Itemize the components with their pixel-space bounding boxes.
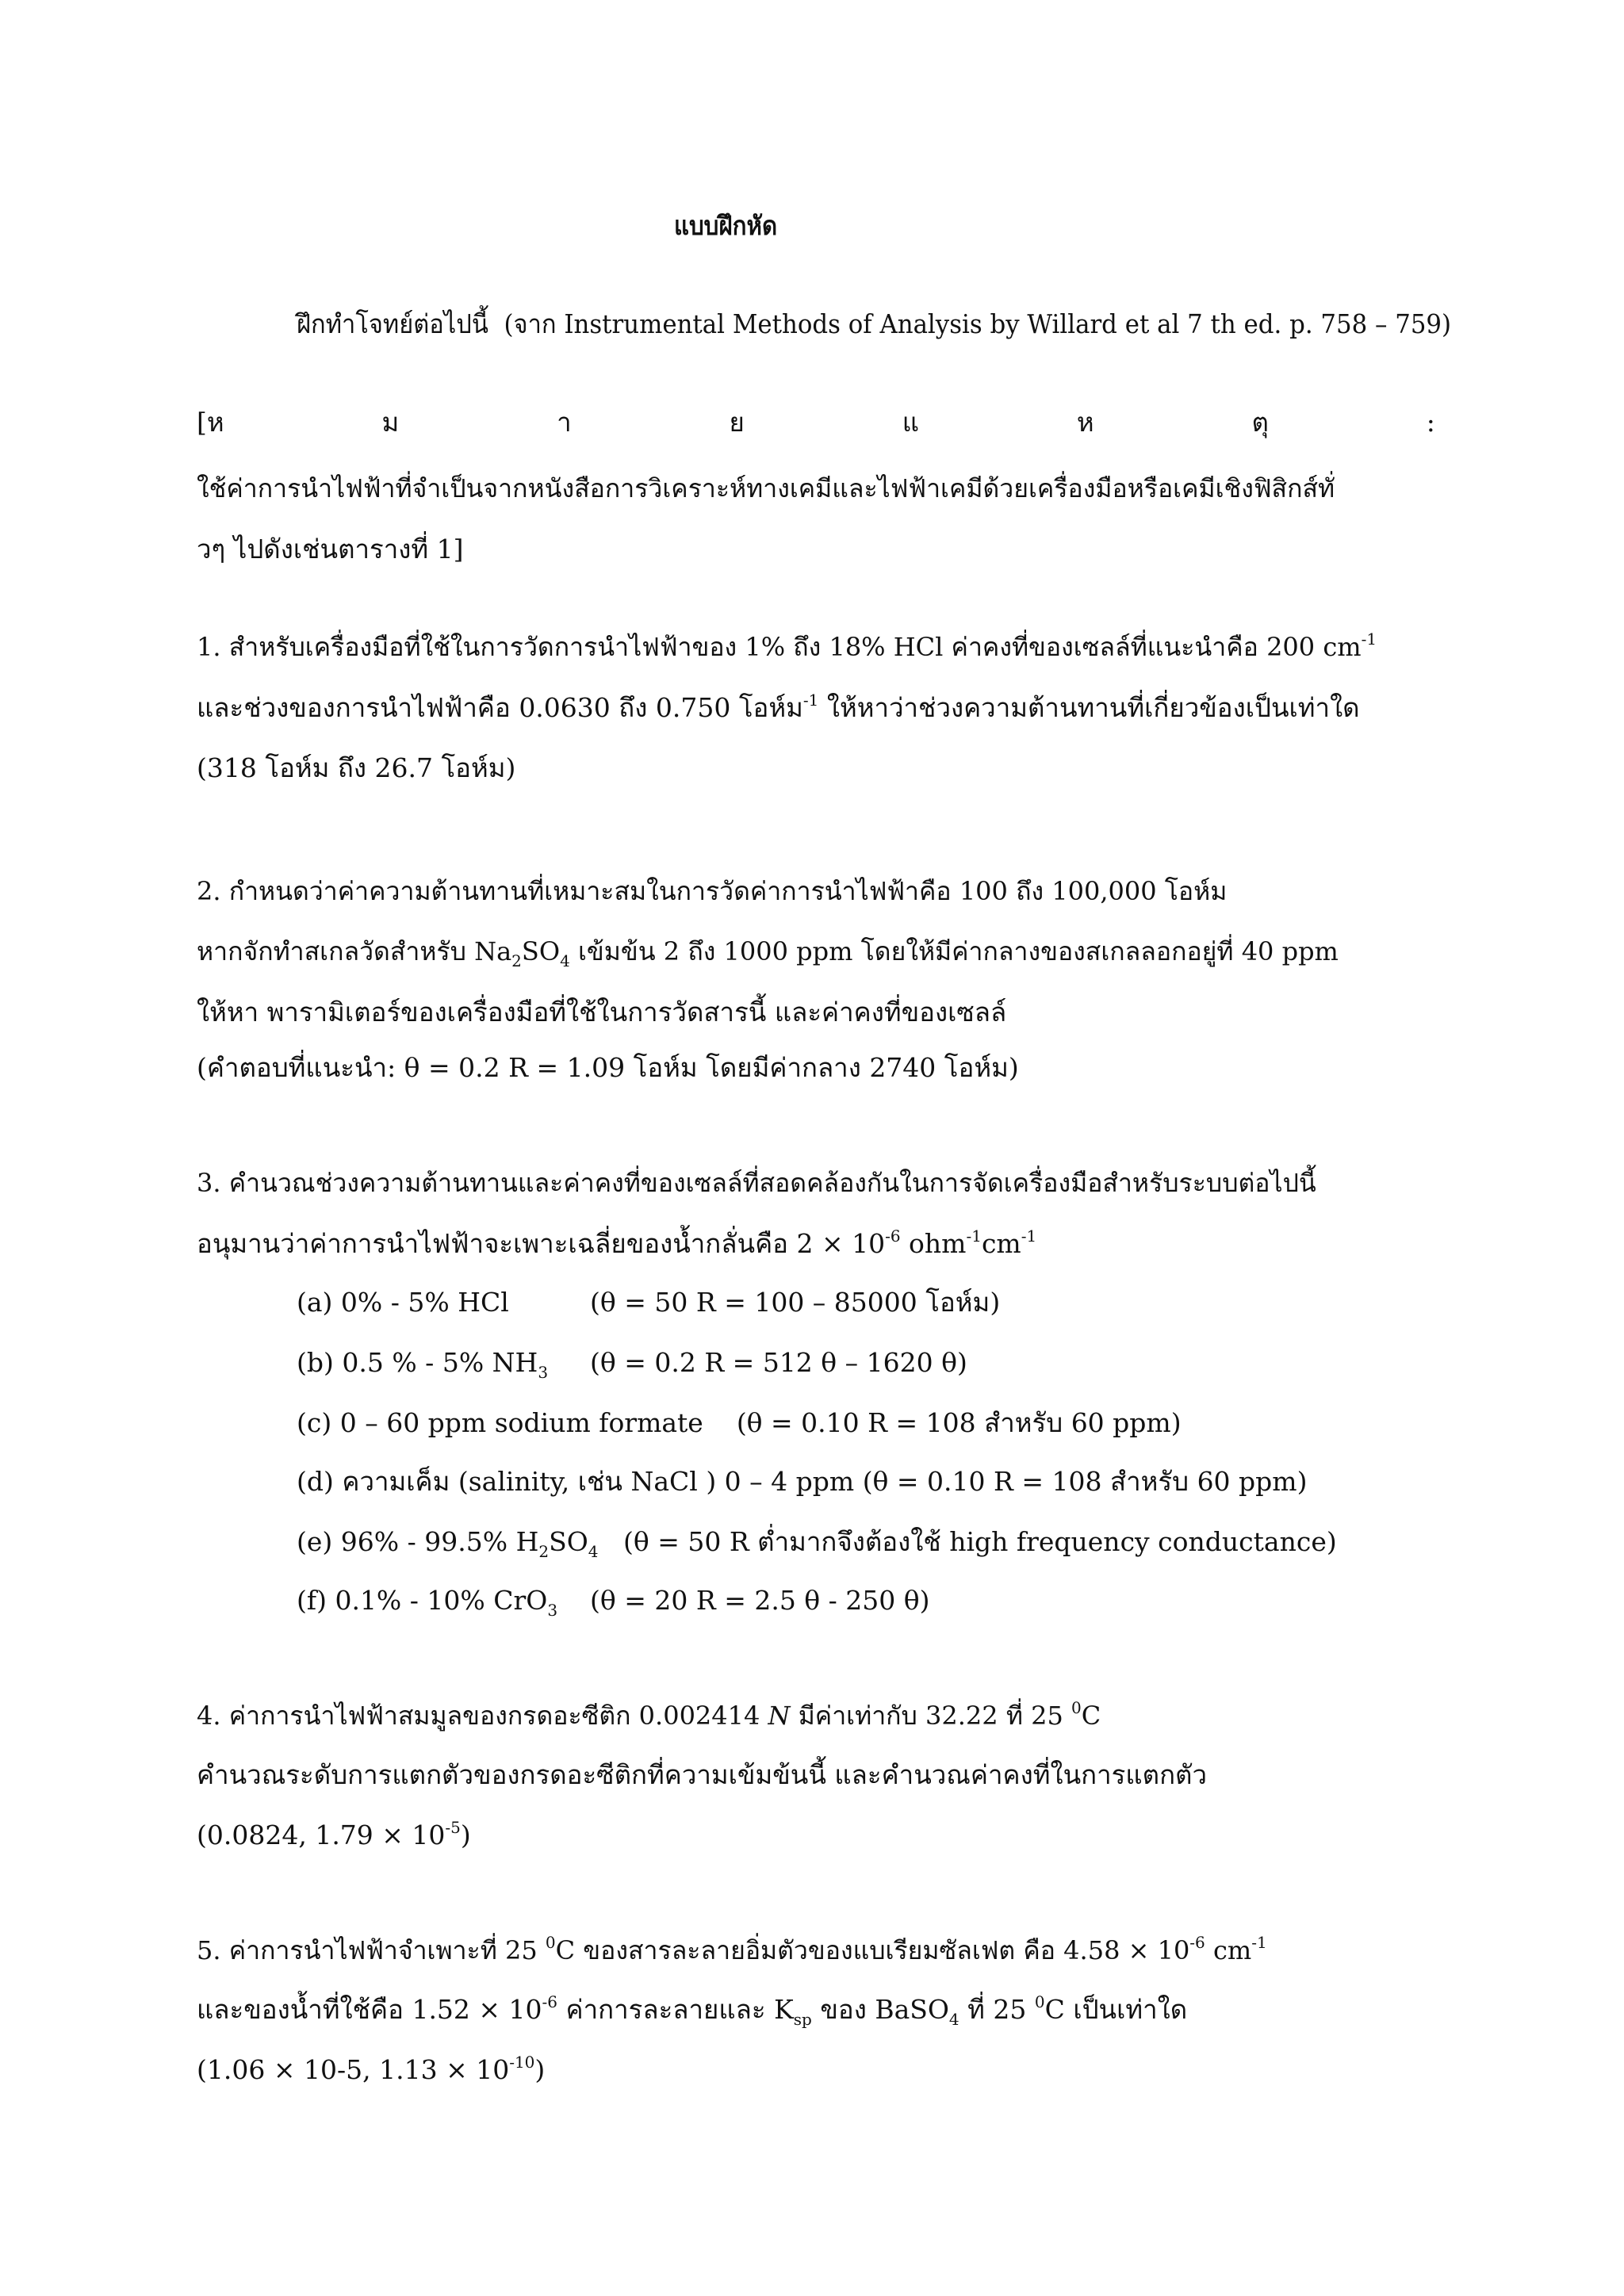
- note-char: ห: [1076, 407, 1094, 438]
- note-char: ม: [381, 407, 400, 438]
- q3-item-label: (a) 0% - 5% HCl: [297, 1287, 509, 1318]
- q3-item-label: (c) 0 – 60 ppm sodium formate: [297, 1407, 703, 1438]
- q3-item-b: [297, 1347, 549, 1382]
- q4-text: ): [460, 1820, 471, 1850]
- q2-text: หากจักทำสเกลวัดสำหรับ Na: [197, 936, 512, 966]
- q5-line-1: [197, 1933, 1267, 1965]
- q5-sup: -10: [509, 2053, 535, 2072]
- q2-answer: (คำตอบที่แนะนำ: θ = 0.2 R = 1.09 โอห์ม โดยมีค่ากลาง 2740 โอห์ม): [197, 1052, 1019, 1083]
- q3-item-sub: 3: [547, 1601, 558, 1620]
- q3-item-label: (e) 96% - 99.5% H: [297, 1526, 539, 1557]
- intro-lead: ฝึกทำโจทย์ต่อไปนี้: [297, 308, 488, 339]
- q3-item-label: (d) ความเค็ม (salinity, เช่น NaCl ) 0 – 4 ppm: [297, 1466, 855, 1497]
- q4-text: มีค่าเท่ากับ 32.22 ที่ 25: [790, 1701, 1071, 1731]
- q2-text: SO: [521, 936, 561, 966]
- q5-sup: 0: [545, 1933, 556, 1952]
- page-title: แบบฝึกหัด: [673, 210, 778, 241]
- q5-text: 5. ค่าการนำไฟฟ้าจำเพาะที่ 25: [197, 1935, 546, 1965]
- q5-text: ค่าการละลายและ K: [557, 1994, 794, 2025]
- q3-line-2: [197, 1226, 1037, 1259]
- q3-item-f: [297, 1585, 558, 1620]
- note-line-2: ใช้ค่าการนำไฟฟ้าที่จำเป็นจากหนังสือการวิเคราะห์ทางเคมีและไฟฟ้าเคมีด้วยเครื่องมือหรือเคมีเชิงฟิสิกส์ทั่: [197, 473, 1335, 503]
- q3-item-answer: (θ = 0.10 R = 108 สำหรับ 60 ppm): [862, 1466, 1308, 1497]
- q3-sup: -1: [1021, 1226, 1037, 1246]
- q1-answer: (318 โอห์ม ถึง 26.7 โอห์ม): [197, 752, 516, 783]
- q3-item-label: (b) 0.5 % - 5% NH: [297, 1347, 538, 1378]
- q3-item-f-answer: (θ = 20 R = 2.5 θ - 250 θ): [590, 1585, 930, 1616]
- q2-sub: 2: [511, 951, 522, 970]
- q5-sup: -1: [1251, 1933, 1267, 1952]
- note-char: :: [1426, 407, 1435, 438]
- q3-item-answer: (θ = 50 R ต่ำมากจึงต้องใช้ high frequency conductance): [622, 1526, 1337, 1557]
- q3-item-sub: 2: [538, 1542, 550, 1561]
- q3-item-a-answer: (θ = 50 R = 100 – 85000 โอห์ม): [590, 1287, 1001, 1318]
- note-char: ย: [729, 407, 745, 438]
- note-char: แ: [902, 407, 919, 438]
- q3-item-b-answer: (θ = 0.2 R = 512 θ – 1620 θ): [590, 1347, 967, 1378]
- intro-line: [297, 308, 1452, 339]
- note-char: [ห: [197, 407, 224, 438]
- q5-text: cm: [1205, 1935, 1252, 1965]
- q5-sub: sp: [793, 2010, 812, 2029]
- q3-item-e: [297, 1526, 1337, 1561]
- q1-line-1: [197, 629, 1377, 662]
- q4-line-2: คำนวณระดับการแตกตัวของกรดอะซีติกที่ความเข้มข้นนี้ และคำนวณค่าคงที่ในการแตกตัว: [197, 1759, 1208, 1790]
- q5-text: ): [534, 2054, 546, 2085]
- q3-item-label: SO: [549, 1526, 588, 1557]
- q4-text: (0.0824, 1.79 × 10: [197, 1820, 446, 1850]
- q3-item-label: (f) 0.1% - 10% CrO: [297, 1585, 548, 1616]
- q4-answer: [197, 1818, 471, 1850]
- q3-item-d: [297, 1466, 1308, 1497]
- q3-text: cm: [981, 1228, 1021, 1259]
- note-char: ตุ: [1251, 407, 1269, 438]
- q5-text: ที่ 25: [959, 1994, 1035, 2025]
- q4-sup: -5: [445, 1818, 461, 1837]
- q5-text: C เป็นเท่าใด: [1044, 1994, 1188, 2025]
- q3-sup: -1: [966, 1226, 982, 1246]
- q1-line-2: [197, 691, 1360, 723]
- q3-text: อนุมานว่าค่าการนำไฟฟ้าจะเพาะเฉลี่ยของน้ำกลั่นคือ 2 × 10: [197, 1228, 886, 1259]
- q4-normality-unit: N: [768, 1701, 791, 1731]
- q2-line-2: [197, 936, 1339, 970]
- q1-sup: -1: [1361, 629, 1377, 649]
- q2-text: เข้มข้น 2 ถึง 1000 ppm โดยให้มีค่ากลางของสเกลลอกอยู่ที่ 40 ppm: [569, 936, 1339, 966]
- note-char: า: [557, 407, 572, 438]
- q3-item-c: [297, 1407, 1182, 1438]
- q3-sup: -6: [885, 1226, 901, 1246]
- q3-line-1: 3. คำนวณช่วงความต้านทานและค่าคงที่ของเซลล์ที่สอดคล้องกันในการจัดเครื่องมือสำหรับระบบต่อไปนี้: [197, 1168, 1316, 1198]
- q4-text: C: [1081, 1701, 1101, 1731]
- q3-item-a: [297, 1287, 509, 1318]
- note-line-3: วๆ ไปดังเช่นตารางที่ 1]: [197, 534, 464, 564]
- q3-item-sub: 3: [538, 1363, 549, 1382]
- q4-text: 4. ค่าการนำไฟฟ้าสมมูลของกรดอะซีติก 0.002414: [197, 1701, 768, 1731]
- q2-sub: 4: [560, 951, 570, 970]
- q5-line-2: [197, 1992, 1188, 2029]
- note-spaced-line: [197, 407, 1435, 438]
- q1-text: และช่วงของการนำไฟฟ้าคือ 0.0630 ถึง 0.750 โอห์ม: [197, 692, 803, 723]
- q4-line-1: [197, 1698, 1101, 1731]
- q3-item-answer: (θ = 0.10 R = 108 สำหรับ 60 ppm): [736, 1407, 1182, 1438]
- q1-text: ให้หาว่าช่วงความต้านทานที่เกี่ยวข้องเป็นเท่าใด: [818, 692, 1360, 723]
- q3-item-sub: 4: [588, 1542, 599, 1561]
- q5-text: (1.06 × 10-5, 1.13 × 10: [197, 2054, 510, 2085]
- intro-source: (จาก Instrumental Methods of Analysis by Willard et al 7 th ed. p. 758 – 759): [504, 308, 1452, 339]
- q2-line-1: 2. กำหนดว่าค่าความต้านทานที่เหมาะสมในการวัดค่าการนำไฟฟ้าคือ 100 ถึง 100,000 โอห์ม: [197, 876, 1228, 906]
- q5-text: ของ BaSO: [811, 1994, 949, 2025]
- q5-answer: [197, 2053, 546, 2085]
- q5-sup: -6: [1189, 1933, 1205, 1952]
- q5-sup: -6: [542, 1992, 558, 2011]
- q1-text: 1. สำหรับเครื่องมือที่ใช้ในการวัดการนำไฟฟ้าของ 1% ถึง 18% HCl ค่าคงที่ของเซลล์ที่แนะนำคือ 200 cm: [197, 632, 1362, 662]
- q5-text: C ของสารละลายอิ่มตัวของแบเรียมซัลเฟต คือ 4.58 × 10: [555, 1935, 1190, 1965]
- q5-text: และของน้ำที่ใช้คือ 1.52 × 10: [197, 1994, 542, 2025]
- q2-line-3: ให้หา พารามิเตอร์ของเครื่องมือที่ใช้ในการวัดสารนี้ และค่าคงที่ของเซลล์: [197, 997, 1007, 1027]
- q5-sub: 4: [948, 2010, 959, 2029]
- q3-text: ohm: [900, 1228, 967, 1259]
- q5-sup: 0: [1034, 1992, 1045, 2011]
- q4-sup: 0: [1071, 1698, 1082, 1717]
- q1-sup: -1: [802, 691, 819, 710]
